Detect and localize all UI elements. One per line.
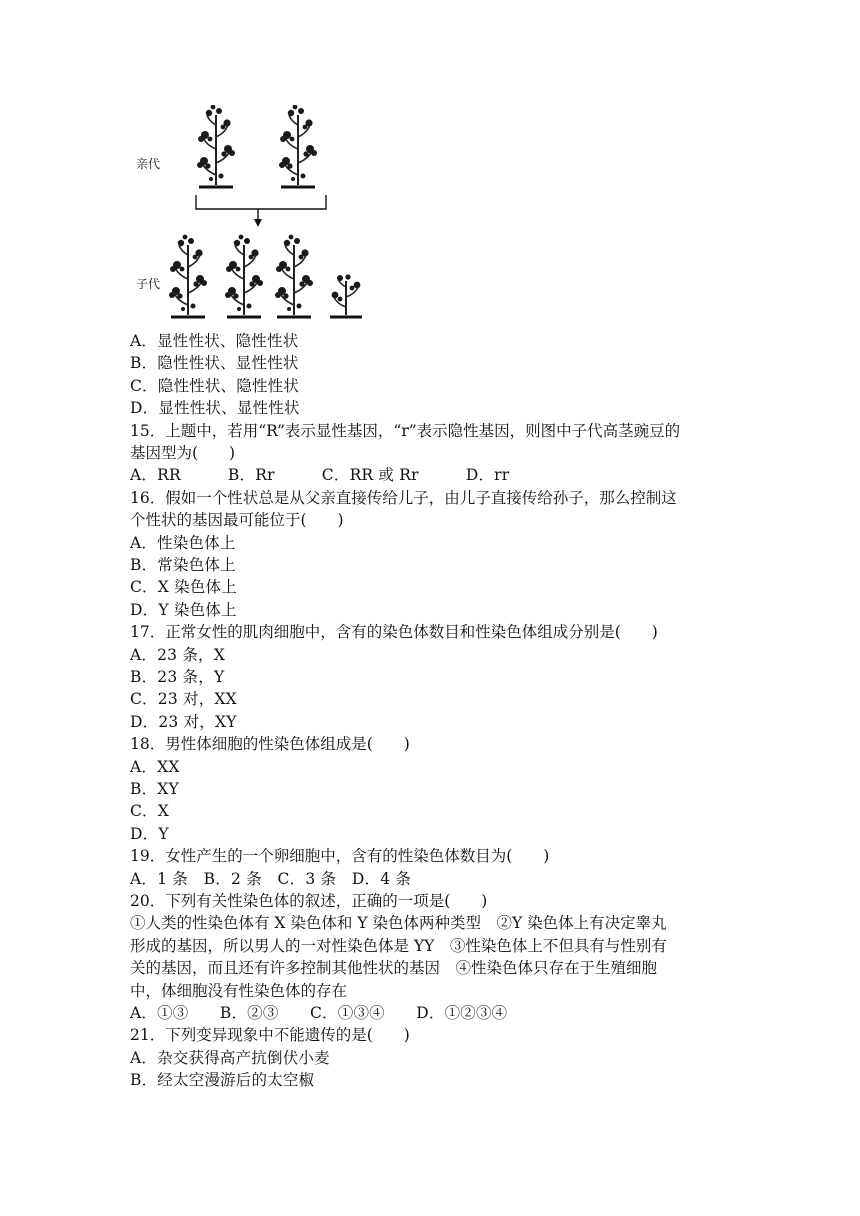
offspring-plant-3 (275, 235, 313, 317)
parent-plant-2 (279, 105, 317, 187)
q20-statement-line-2: 形成的基因，所以男人的一对性染色体是 YY ③性染色体上不但具有与性别有 (130, 936, 667, 955)
q15-stem-line-1: 15．上题中，若用“R”表示显性基因，“r”表示隐性基因，则图中子代高茎豌豆的 (130, 421, 681, 440)
q16-option-b: B．常染色体上 (130, 556, 236, 574)
q14-option-b: B．隐性性状、显性性状 (130, 354, 299, 373)
q20-statement-line-3: 关的基因，而且还有许多控制其他性状的基因 ④性染色体只存在于生殖细胞 (130, 959, 658, 978)
q21-option-b: B．经太空漫游后的太空椒 (130, 1071, 315, 1090)
offspring-plant-2 (225, 235, 263, 317)
q16-option-a: A．性染色体上 (130, 533, 236, 552)
q17-option-a: A．23 条，X (130, 645, 225, 664)
pea-cross-figure (130, 105, 370, 330)
q14-option-d: D．显性性状、显性性状 (130, 399, 300, 418)
q20-statement-line-1: ①人类的性染色体有 X 染色体和 Y 染色体两种类型 ②Y 染色体上有决定睾丸 (130, 914, 667, 933)
q20-options: A．①③ B．②③ C．①③④ D．①②③④ (130, 1004, 508, 1022)
q16-stem-line-2: 个性状的基因最可能位于( ) (130, 511, 344, 530)
q21-option-a: A．杂交获得高产抗倒伏小麦 (130, 1048, 330, 1067)
q21-stem: 21．下列变异现象中不能遗传的是( ) (130, 1026, 410, 1045)
q19-options: A．1 条 B．2 条 C．3 条 D．4 条 (130, 869, 412, 888)
q18-stem: 18．男性体细胞的性染色体组成是( ) (130, 735, 410, 754)
pea-plants-diagram (130, 105, 370, 330)
parent-plant-1 (197, 105, 235, 187)
q18-option-c: C．X (130, 802, 169, 821)
q20-stem: 20．下列有关性染色体的叙述，正确的一项是( ) (130, 892, 488, 910)
q17-option-c: C．23 对，XX (130, 690, 237, 709)
q18-option-a: A．XX (130, 757, 180, 776)
q16-option-c: C．X 染色体上 (130, 578, 237, 597)
q14-option-a: A．显性性状、隐性性状 (130, 332, 299, 350)
parent-label: 亲代 (136, 157, 161, 171)
q15-options: A．RR B．Rr C．RR 或 Rr D．rr (130, 466, 510, 485)
q14-option-c: C．隐性性状、隐性性状 (130, 376, 300, 395)
q17-option-d: D．23 对，XY (130, 712, 237, 731)
q16-stem-line-1: 16．假如一个性状总是从父亲直接传给儿子，由儿子直接传给孙子，那么控制这 (130, 488, 677, 507)
arrow-head-icon (254, 219, 262, 227)
q15-stem-line-2: 基因型为( ) (130, 444, 236, 462)
offspring-plant-1 (169, 235, 207, 317)
q17-option-b: B．23 条，Y (130, 668, 225, 686)
q17-stem: 17．正常女性的肌肉细胞中，含有的染色体数目和性染色体组成分别是( ) (130, 623, 658, 642)
q16-option-d: D．Y 染色体上 (130, 600, 237, 619)
q18-option-d: D．Y (130, 824, 169, 843)
offspring-label: 子代 (136, 277, 161, 291)
cross-bracket (196, 195, 326, 223)
q19-stem: 19．女性产生的一个卵细胞中，含有的性染色体数目为( ) (130, 847, 550, 866)
offspring-plant-4-short (330, 274, 362, 317)
q18-option-b: B．XY (130, 780, 179, 798)
q20-statement-line-4: 中，体细胞没有性染色体的存在 (130, 981, 348, 1000)
